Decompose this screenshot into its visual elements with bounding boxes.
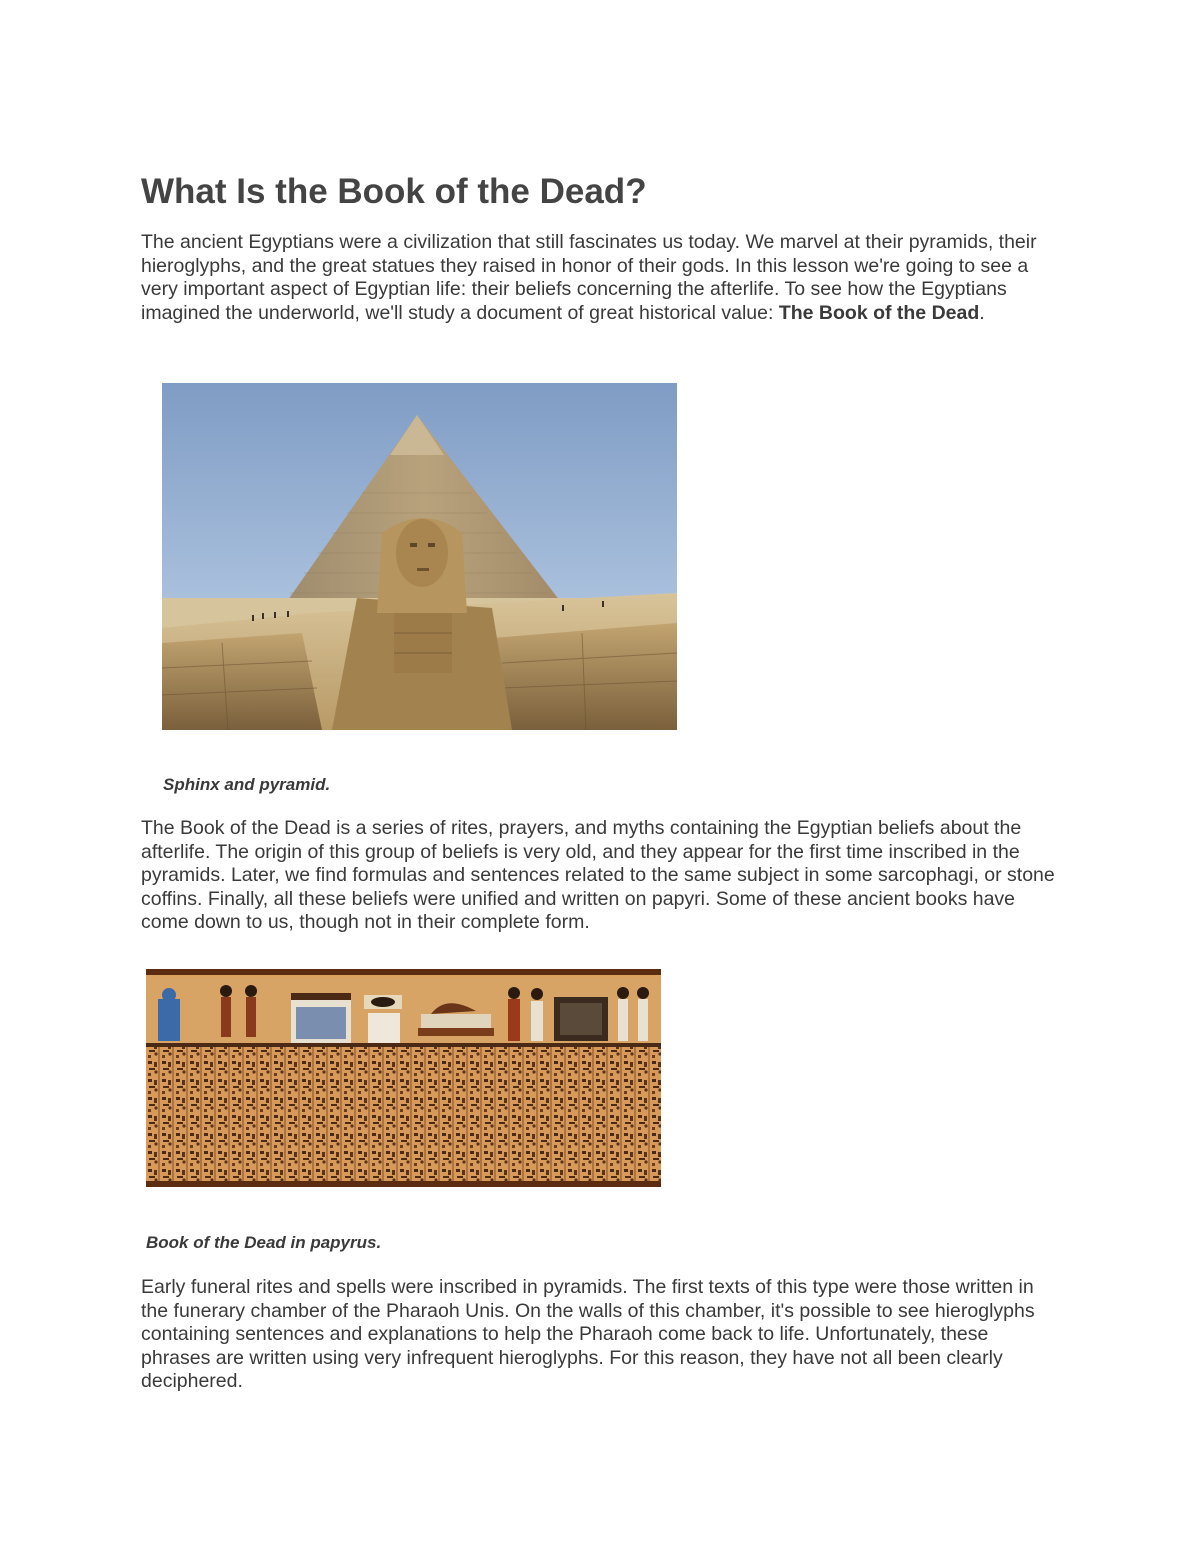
papyrus-image: [146, 969, 661, 1187]
figure1-caption: Sphinx and pyramid.: [163, 775, 331, 794]
body-paragraph-3: Early funeral rites and spells were inscribed in pyramids. The first texts of this type were those written in the funerary chamber of the Pharaoh Unis. On the walls of this chamber, it's possible to see hieroglyphs containing sentences and explanations to help the Pharaoh come back to life. Unfortunately, these phrases are written using very infrequent hieroglyphs. For this reason, they have not all been clearly deciphered.: [141, 1276, 1035, 1393]
body-paragraph-2: The Book of the Dead is a series of rites, prayers, and myths containing the Egyptian beliefs about the afterlife. The origin of this group of beliefs is very old, and they appear for the first time inscribed in the pyramids. Later, we find formulas and sentences related to the same subject in some sarcophagi, or stone coffins. Finally, all these beliefs were unified and written on papyri. Some of these ancient books have come down to us, though not in their complete form.: [141, 817, 1055, 934]
intro-paragraph: [141, 231, 1056, 325]
sphinx-pyramid-image: [162, 383, 677, 730]
intro-paragraph-end: .: [979, 301, 985, 324]
papyrus-illustration: [146, 969, 661, 1187]
sphinx-pyramid-illustration: [162, 383, 677, 730]
figure2-caption: Book of the Dead in papyrus.: [146, 1233, 382, 1252]
page-title: What Is the Book of the Dead?: [141, 172, 647, 211]
intro-paragraph-bold: The Book of the Dead: [778, 301, 980, 324]
intro-paragraph-text: The ancient Egyptians were a civilization that still fascinates us today. We marvel at their pyramids, their hieroglyphs, and the great statues they raised in honor of their gods. In this lesson we're going to see a very important aspect of Egyptian life: their beliefs concerning the afterlife. To see how the Egyptians imagined the underworld, we'll study a document of great historical value:: [141, 231, 1037, 324]
